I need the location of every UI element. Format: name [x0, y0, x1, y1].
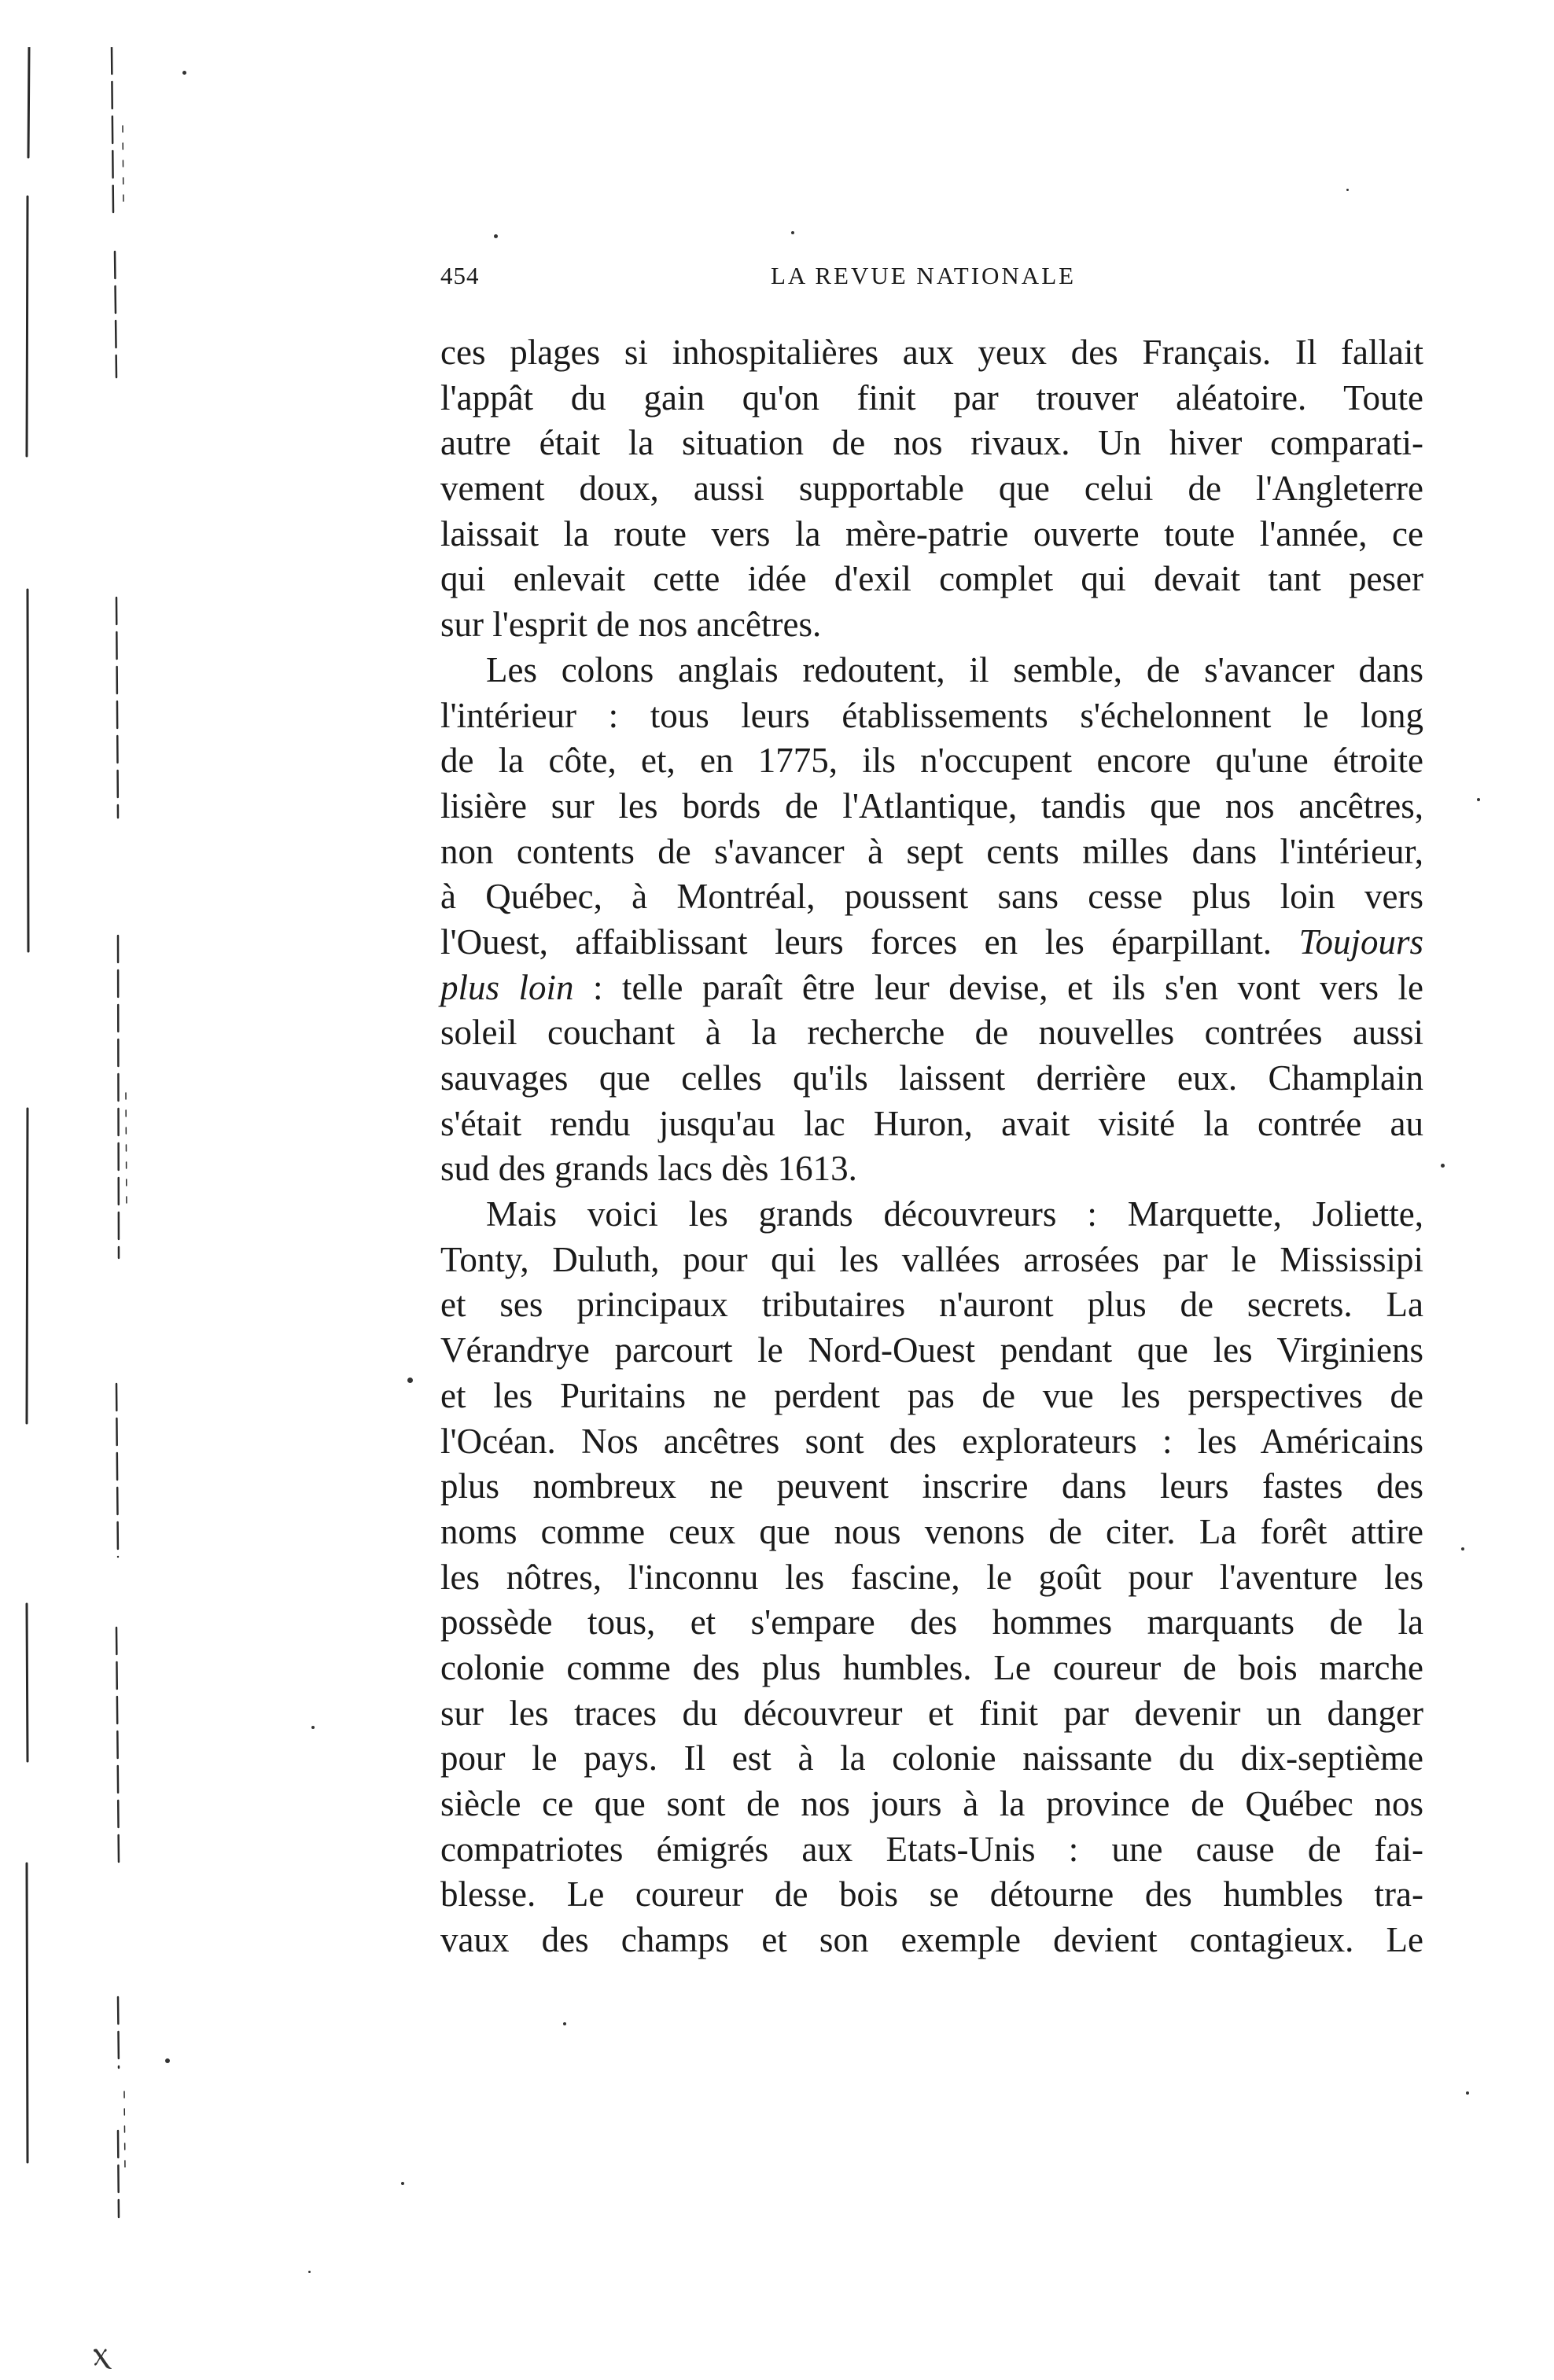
scan-speck — [1461, 1547, 1464, 1550]
scan-speck — [308, 2271, 311, 2273]
text-line: les nôtres, l'inconnu les fascine, le goût pour l'aventure les — [440, 1557, 1423, 1597]
page-number: 454 — [440, 262, 480, 289]
text-line: lisière sur les bords de l'Atlantique, tandis que nos ancêtres, — [440, 785, 1423, 826]
text-line: sauvages que celles qu'ils laissent derrière eux. Champlain — [440, 1058, 1423, 1098]
text-line: blesse. Le coureur de bois se détourne des humbles tra- — [440, 1874, 1423, 1915]
text-line: qui enlevait cette idée d'exil complet qui devait tant peser — [440, 559, 1423, 599]
italic-phrase: plus loin — [440, 967, 574, 1007]
text-line-part: : telle paraît être leur devise, et ils s'en vont vers le — [593, 967, 1423, 1007]
text-line: l'appât du gain qu'on finit par trouver aléatoire. Toute — [440, 377, 1423, 418]
text-line: s'était rendu jusqu'au lac Huron, avait visité la contrée au — [440, 1103, 1423, 1143]
text-line: colonie comme des plus humbles. Le coureur de bois marche — [440, 1647, 1423, 1687]
text-line: l'Océan. Nos ancêtres sont des explorateurs : les Américains — [440, 1421, 1423, 1461]
text-line: sur les traces du découvreur et finit par devenir un danger — [440, 1693, 1423, 1733]
text-line: de la côte, et, en 1775, ils n'occupent encore qu'une étroite — [440, 741, 1423, 781]
scan-speck — [401, 2182, 404, 2185]
text-line: noms comme ceux que nous venons de citer. La forêt attire — [440, 1511, 1423, 1551]
text-line: Tonty, Duluth, pour qui les vallées arrosées par le Mississipi — [440, 1239, 1423, 1279]
text-line: Vérandrye parcourt le Nord-Ouest pendant que les Virginiens — [440, 1330, 1423, 1370]
text-line: pour le pays. Il est à la colonie naissante du dix-septième — [440, 1738, 1423, 1779]
text-line: Les colons anglais redoutent, il semble, de s'avancer dans — [486, 649, 1423, 690]
scan-speck — [563, 2022, 566, 2025]
text-line: possède tous, et s'empare des hommes marquants de la — [440, 1602, 1423, 1642]
text-line-part: l'Ouest, affaiblissant leurs forces en les éparpillant. — [440, 921, 1272, 962]
text-line: laissait la route vers la mère-patrie ouverte toute l'année, ce — [440, 513, 1423, 554]
text-line: vaux des champs et son exemple devient contagieux. Le — [440, 1920, 1423, 1960]
text-line: et ses principaux tributaires n'auront plus de secrets. La — [440, 1285, 1423, 1325]
text-line: compatriotes émigrés aux Etats-Unis : une cause de fai- — [440, 1829, 1423, 1869]
text-line: soleil couchant à la recherche de nouvelles contrées aussi — [440, 1013, 1423, 1053]
body-text — [440, 330, 1423, 1963]
text-line-with-italic — [440, 966, 1423, 1011]
scan-speck — [494, 234, 498, 238]
scan-speck — [407, 1378, 413, 1383]
text-line: ces plages si inhospitalières aux yeux des Français. Il fallait — [440, 333, 1423, 372]
scan-speck — [182, 71, 186, 75]
text-line: siècle ce que sont de nos jours à la province de Québec nos — [440, 1784, 1423, 1823]
text-line: vement doux, aussi supportable que celui de l'Angleterre — [440, 469, 1423, 509]
text-line: l'intérieur : tous leurs établissements s'échelonnent le long — [440, 695, 1423, 735]
italic-phrase: Toujours — [1298, 921, 1423, 962]
scan-speck — [1477, 798, 1480, 801]
scan-speck — [1466, 2091, 1469, 2095]
scan-binding-edge — [16, 47, 142, 2359]
text-line: à Québec, à Montréal, poussent sans cesse plus loin vers — [440, 877, 1423, 917]
text-line: plus nombreux ne peuvent inscrire dans leurs fastes des — [440, 1466, 1423, 1506]
running-title: LA REVUE NATIONALE — [771, 262, 1077, 289]
text-line: sur l'esprit de nos ancêtres. — [440, 605, 822, 645]
scan-speck — [1346, 189, 1349, 191]
text-line: autre était la situation de nos rivaux. Un hiver comparati- — [440, 423, 1423, 463]
scan-speck — [1441, 1164, 1445, 1168]
text-line: Mais voici les grands découvreurs : Marquette, Joliette, — [486, 1194, 1423, 1234]
text-line: sud des grands lacs dès 1613. — [440, 1149, 857, 1189]
text-line: non contents de s'avancer à sept cents milles dans l'intérieur, — [440, 831, 1423, 871]
scan-speck — [791, 231, 794, 234]
text-line-with-italic — [440, 920, 1423, 966]
page-header — [440, 262, 1431, 301]
scan-speck — [165, 2058, 170, 2063]
scan-speck — [311, 1726, 315, 1729]
corner-mark: ⲭ — [93, 2334, 109, 2373]
text-line: et les Puritains ne perdent pas de vue les perspectives de — [440, 1375, 1423, 1415]
